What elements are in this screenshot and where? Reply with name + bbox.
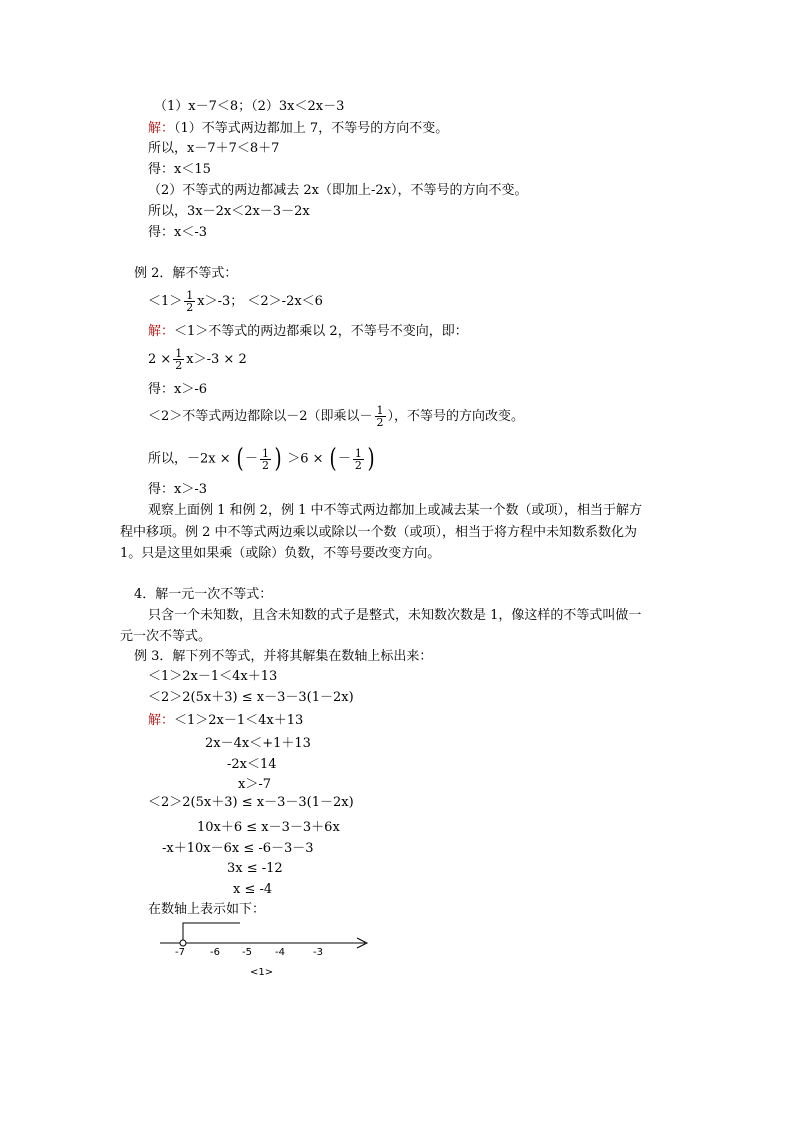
part-2-step-3: -x＋10x－6x ≤ -6－3－3	[162, 841, 314, 856]
example-1-problem: （1）x－7＜8；（2）3x＜2x－3	[154, 99, 345, 114]
tick-label: -6	[210, 947, 220, 958]
example-1-part2-step: 所以，3x－2x＜2x－3－2x	[148, 204, 310, 219]
observation-line-2: 程中移项。例 2 中不等式两边乘以或除以一个数（或项），相当于将方程中未知数系数化为	[120, 525, 638, 540]
t1-middle: ≤ x－3－3	[241, 795, 307, 810]
problem-rest: x＞-3； ＜2＞-2x＜6	[197, 294, 323, 309]
solution-label: 解：	[148, 121, 175, 136]
example-1-part2-text: （2）不等式的两边都减去 2x（即加上-2x），不等号的方向不变。	[148, 183, 528, 198]
example-2-so-line	[148, 446, 376, 472]
minus-sign: －	[244, 451, 258, 467]
q2-prefix: ＜2＞2	[148, 690, 191, 705]
step-3: -2x＜14	[227, 757, 277, 772]
step-1: ＜1＞2x－1＜4x＋13	[174, 713, 304, 728]
example-2-solution-line	[148, 323, 468, 341]
example-2-part2-text	[148, 405, 524, 428]
example-3-question-1: ＜1＞2x－1＜4x＋13	[148, 669, 278, 684]
fraction-half: $\frac{1}{2}$	[354, 446, 362, 472]
t1-prefix: ＜2＞2	[148, 795, 191, 810]
tick-label: -4	[275, 947, 285, 958]
fraction-half: $\frac{1}{2}$	[175, 347, 183, 372]
part-2-step-5: x ≤ -4	[233, 882, 273, 897]
example-2-result-1: 得：x＞-6	[148, 382, 207, 397]
q2-inner-2: 1－2x	[311, 690, 349, 705]
example-2-title: 例 2．解不等式：	[134, 266, 238, 281]
part2-text-a: ＜2＞不等式两边都除以－2（即乘以－	[148, 409, 373, 424]
part-2-equation: ＜2＞2(5x＋3) ≤ x－3－3(1－2x)	[148, 795, 354, 810]
so-middle: ＞6 ×	[287, 451, 324, 467]
number-line-intro: 在数轴上表示如下：	[148, 902, 266, 917]
tick-label: -5	[242, 947, 252, 958]
example-3-title: 例 3．解下列不等式，并将其解集在数轴上标出来：	[134, 649, 433, 664]
solution-label: 解：	[148, 713, 175, 728]
step-4: x＞-7	[238, 777, 271, 792]
paren-right: )	[274, 444, 282, 474]
equation-rest: x＞-3 × 2	[186, 352, 247, 367]
step-2: 2x－4x＜+1＋13	[205, 736, 311, 751]
observation-line-1: 观察上面例 1 和例 2，例 1 中不等式两边都加上或减去某一个数（或项），相当于解方	[148, 503, 642, 518]
open-circle-icon	[180, 940, 186, 946]
fraction-half: $\frac{1}{2}$	[261, 446, 269, 472]
minus-sign: －	[337, 451, 351, 467]
part2-text-b: ），不等号的方向改变。	[387, 409, 525, 424]
section-4-title: 4．解一元一次不等式：	[134, 587, 273, 602]
example-2-problem	[148, 290, 323, 313]
definition-line-2: 元一次不等式。	[120, 629, 212, 644]
fraction-half: $\frac{1}{2}$	[376, 404, 384, 429]
example-3-solution-line	[148, 712, 303, 730]
equation-prefix: 2 ×	[148, 352, 172, 367]
fraction-half: $\frac{1}{2}$	[186, 289, 194, 314]
part-2-step-4: 3x ≤ -12	[227, 861, 283, 876]
so-prefix: 所以，－2x ×	[148, 451, 231, 467]
paren-left: (	[236, 444, 244, 474]
example-3-question-2: ＜2＞2(5x＋3) ≤ x－3－3(1－2x)	[148, 690, 354, 705]
t1-inner-2: 1－2x	[311, 795, 349, 810]
example-1-step: 所以，x－7＋7＜8＋7	[148, 141, 280, 156]
tick-label: -3	[313, 947, 323, 958]
example-2-equation	[148, 348, 247, 371]
example-1-solution-line	[148, 120, 448, 138]
solution-text: （1）不等式两边都加上 7，不等号的方向不变。	[174, 121, 449, 136]
solution-label: 解：	[148, 324, 175, 339]
q2-inner-1: 5x＋3	[195, 690, 233, 705]
part-2-step-2: 10x＋6 ≤ x－3－3＋6x	[197, 820, 340, 835]
tick-label: -7	[175, 947, 185, 958]
example-1-result: 得：x＜15	[148, 162, 211, 177]
paren-left: (	[329, 444, 337, 474]
problem-prefix: ＜1＞	[148, 294, 183, 309]
solution-bracket	[183, 923, 240, 943]
observation-line-3: 1。只是这里如果乘（或除）负数，不等号要改变方向。	[120, 546, 441, 561]
t1-inner-1: 5x＋3	[195, 795, 233, 810]
q2-middle: ≤ x－3－3	[241, 690, 307, 705]
solution-text: ＜1＞不等式的两边都乘以 2，不等号不变向，即：	[174, 324, 468, 339]
number-line-caption: <1>	[250, 967, 274, 978]
paren-right: )	[367, 444, 375, 474]
definition-line-1: 只含一个未知数，且含未知数的式子是整式，未知数次数是 1，像这样的不等式叫做一	[148, 608, 642, 623]
number-line	[150, 918, 380, 988]
example-2-result-2: 得：x＞-3	[148, 482, 207, 497]
example-1-part2-result: 得：x＜-3	[148, 225, 207, 240]
